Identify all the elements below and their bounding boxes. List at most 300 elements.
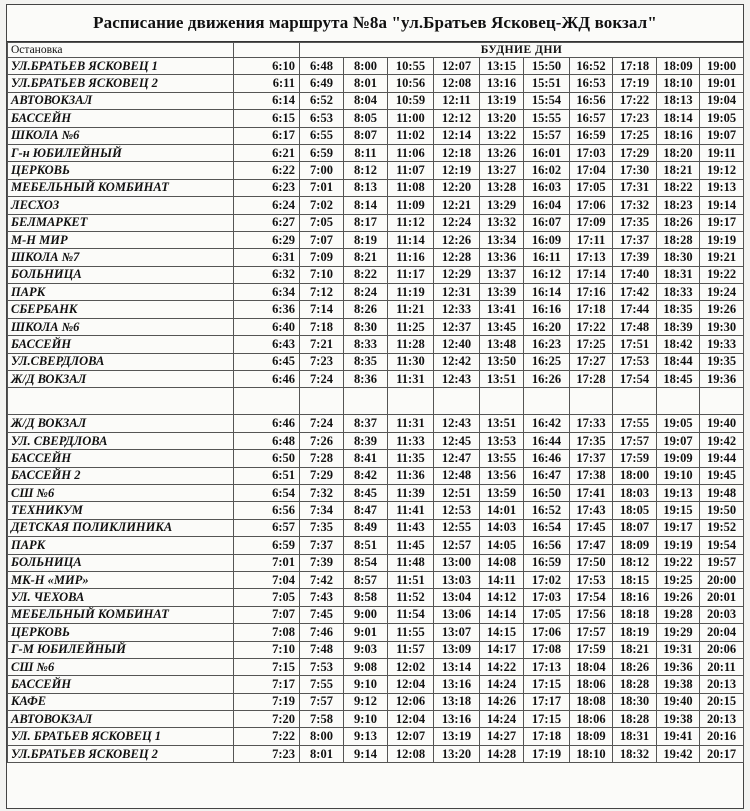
stop-name: ЦЕРКОВЬ: [8, 162, 234, 179]
departure-time: 20:16: [700, 728, 744, 745]
departure-time: 8:05: [344, 110, 388, 127]
schedule-row-outbound: [8, 92, 744, 109]
departure-time: 19:22: [657, 554, 700, 571]
departure-time: 8:54: [344, 554, 388, 571]
stop-name: ПАРК: [8, 284, 234, 301]
departure-time: 7:18: [300, 318, 344, 335]
departure-time: 11:45: [388, 537, 434, 554]
departure-time: 11:19: [388, 284, 434, 301]
departure-time: 18:08: [570, 693, 613, 710]
departure-time: 13:04: [434, 589, 480, 606]
departure-time: 6:59: [300, 144, 344, 161]
departure-time: 6:51: [234, 467, 300, 484]
departure-time: 7:37: [300, 537, 344, 554]
departure-time: 8:01: [300, 745, 344, 762]
departure-time: 18:15: [613, 571, 657, 588]
departure-time: 17:25: [570, 336, 613, 353]
departure-time: 17:53: [570, 571, 613, 588]
departure-time: 12:04: [388, 711, 434, 728]
stop-name: УЛ. БРАТЬЕВ ЯСКОВЕЦ 1: [8, 728, 234, 745]
departure-time: 16:25: [524, 353, 570, 370]
departure-time: 12:43: [434, 371, 480, 388]
departure-time: 18:00: [613, 467, 657, 484]
departure-time: 17:18: [524, 728, 570, 745]
departure-time: 12:24: [434, 214, 480, 231]
departure-time: 8:07: [344, 127, 388, 144]
departure-time: 13:06: [434, 606, 480, 623]
departure-time: 16:52: [570, 58, 613, 75]
stop-name: Г-М ЮБИЛЕЙНЫЙ: [8, 641, 234, 658]
departure-time: 16:56: [524, 537, 570, 554]
departure-time: 7:58: [300, 711, 344, 728]
stop-name: УЛ.СВЕРДЛОВА: [8, 353, 234, 370]
schedule-row-outbound: [8, 249, 744, 266]
stop-name: АВТОВОКЗАЛ: [8, 711, 234, 728]
departure-time: 16:16: [524, 301, 570, 318]
departure-time: 11:43: [388, 519, 434, 536]
departure-time: 17:03: [524, 589, 570, 606]
schedule-row-return: [8, 693, 744, 710]
departure-time: 11:14: [388, 231, 434, 248]
schedule-row-return: [8, 484, 744, 501]
departure-time: 11:39: [388, 484, 434, 501]
departure-time: 9:01: [344, 624, 388, 641]
blank-header-cell: [234, 43, 300, 58]
departure-time: 13:59: [480, 484, 524, 501]
departure-time: 19:54: [700, 537, 744, 554]
departure-time: 11:51: [388, 571, 434, 588]
departure-time: 8:37: [344, 415, 388, 432]
departure-time: 7:00: [300, 162, 344, 179]
departure-time: 7:34: [300, 502, 344, 519]
schedule-row-return: [8, 415, 744, 432]
departure-time: 17:47: [570, 537, 613, 554]
departure-time: 17:17: [524, 693, 570, 710]
departure-time: 19:13: [700, 179, 744, 196]
departure-time: 11:09: [388, 197, 434, 214]
departure-time: 7:08: [234, 624, 300, 641]
schedule-row-return: [8, 589, 744, 606]
departure-time: 7:01: [234, 554, 300, 571]
departure-time: 17:22: [570, 318, 613, 335]
stop-name: ШКОЛА №6: [8, 127, 234, 144]
departure-time: 19:36: [700, 371, 744, 388]
departure-time: 19:26: [657, 589, 700, 606]
stop-name: БАССЕЙН: [8, 676, 234, 693]
schedule-row-return: [8, 571, 744, 588]
departure-time: 19:31: [657, 641, 700, 658]
departure-time: 18:30: [613, 693, 657, 710]
departure-time: 18:31: [657, 266, 700, 283]
departure-time: 14:17: [480, 641, 524, 658]
departure-time: 20:00: [700, 571, 744, 588]
departure-time: 19:29: [657, 624, 700, 641]
departure-time: 17:41: [570, 484, 613, 501]
schedule-row-outbound: [8, 162, 744, 179]
departure-time: 6:48: [234, 432, 300, 449]
departure-time: 19:12: [700, 162, 744, 179]
departure-time: 12:55: [434, 519, 480, 536]
departure-time: 13:09: [434, 641, 480, 658]
departure-time: 6:55: [300, 127, 344, 144]
departure-time: 18:09: [657, 58, 700, 75]
stop-name: БАССЕЙН: [8, 336, 234, 353]
schedule-row-return: [8, 467, 744, 484]
stop-column-header: Остановка: [8, 43, 234, 58]
stop-name: МЕБЕЛЬНЫЙ КОМБИНАТ: [8, 606, 234, 623]
departure-time: 9:13: [344, 728, 388, 745]
departure-time: 8:45: [344, 484, 388, 501]
departure-time: 11:31: [388, 371, 434, 388]
departure-time: 20:11: [700, 658, 744, 675]
departure-time: 18:28: [613, 711, 657, 728]
departure-time: 8:51: [344, 537, 388, 554]
schedule-row-outbound: [8, 231, 744, 248]
departure-time: 13:41: [480, 301, 524, 318]
departure-time: 14:14: [480, 606, 524, 623]
departure-time: 16:26: [524, 371, 570, 388]
departure-time: 12:47: [434, 450, 480, 467]
departure-time: 18:21: [613, 641, 657, 658]
departure-time: 7:02: [300, 197, 344, 214]
departure-time: 12:21: [434, 197, 480, 214]
departure-time: 18:14: [657, 110, 700, 127]
departure-time: 12:37: [434, 318, 480, 335]
departure-time: 17:08: [524, 641, 570, 658]
departure-time: 17:18: [613, 58, 657, 75]
departure-time: 19:45: [700, 467, 744, 484]
departure-time: 19:11: [700, 144, 744, 161]
departure-time: 7:15: [234, 658, 300, 675]
departure-time: 12:48: [434, 467, 480, 484]
departure-time: 19:21: [700, 249, 744, 266]
departure-time: 8:21: [344, 249, 388, 266]
departure-time: 12:02: [388, 658, 434, 675]
departure-time: 8:41: [344, 450, 388, 467]
departure-time: 18:35: [657, 301, 700, 318]
departure-time: 11:48: [388, 554, 434, 571]
departure-time: 16:01: [524, 144, 570, 161]
schedule-row-return: [8, 658, 744, 675]
spacer-cell: [300, 388, 344, 415]
departure-time: 18:30: [657, 249, 700, 266]
departure-time: 13:50: [480, 353, 524, 370]
departure-time: 14:03: [480, 519, 524, 536]
departure-time: 18:03: [613, 484, 657, 501]
schedule-row-return: [8, 676, 744, 693]
departure-time: 17:31: [613, 179, 657, 196]
departure-time: 19:14: [700, 197, 744, 214]
departure-time: 7:35: [300, 519, 344, 536]
departure-time: 19:35: [700, 353, 744, 370]
departure-time: 17:06: [524, 624, 570, 641]
departure-time: 13:45: [480, 318, 524, 335]
departure-time: 17:57: [570, 624, 613, 641]
departure-time: 9:10: [344, 711, 388, 728]
schedule-row-outbound: [8, 353, 744, 370]
departure-time: 7:07: [234, 606, 300, 623]
departure-time: 12:45: [434, 432, 480, 449]
departure-time: 18:06: [570, 711, 613, 728]
departure-time: 6:54: [234, 484, 300, 501]
departure-time: 13:34: [480, 231, 524, 248]
departure-time: 11:25: [388, 318, 434, 335]
departure-time: 12:12: [434, 110, 480, 127]
departure-time: 17:38: [570, 467, 613, 484]
schedule-row-outbound: [8, 75, 744, 92]
departure-time: 17:15: [524, 676, 570, 693]
departure-time: 6:53: [300, 110, 344, 127]
departure-time: 18:16: [657, 127, 700, 144]
departure-time: 8:24: [344, 284, 388, 301]
spacer-cell: [388, 388, 434, 415]
departure-time: 7:20: [234, 711, 300, 728]
departure-time: 13:36: [480, 249, 524, 266]
stop-name: МЕБЕЛЬНЫЙ КОМБИНАТ: [8, 179, 234, 196]
departure-time: 7:17: [234, 676, 300, 693]
departure-time: 17:54: [570, 589, 613, 606]
departure-time: 11:33: [388, 432, 434, 449]
departure-time: 12:20: [434, 179, 480, 196]
departure-time: 7:14: [300, 301, 344, 318]
departure-time: 18:22: [657, 179, 700, 196]
departure-time: 12:26: [434, 231, 480, 248]
departure-time: 18:20: [657, 144, 700, 161]
departure-time: 17:59: [570, 641, 613, 658]
departure-time: 16:09: [524, 231, 570, 248]
departure-time: 12:42: [434, 353, 480, 370]
departure-time: 19:19: [657, 537, 700, 554]
departure-time: 20:15: [700, 693, 744, 710]
departure-time: 16:53: [570, 75, 613, 92]
departure-time: 9:12: [344, 693, 388, 710]
departure-time: 6:46: [234, 415, 300, 432]
departure-time: 16:14: [524, 284, 570, 301]
departure-time: 8:00: [344, 58, 388, 75]
stop-name: СБЕРБАНК: [8, 301, 234, 318]
schedule-row-outbound: [8, 110, 744, 127]
departure-time: 11:16: [388, 249, 434, 266]
departure-time: 11:52: [388, 589, 434, 606]
departure-time: 8:26: [344, 301, 388, 318]
schedule-row-outbound: [8, 144, 744, 161]
departure-time: 19:22: [700, 266, 744, 283]
departure-time: 11:12: [388, 214, 434, 231]
departure-time: 8:49: [344, 519, 388, 536]
departure-time: 7:55: [300, 676, 344, 693]
stop-name: МК-Н «МИР»: [8, 571, 234, 588]
departure-time: 18:12: [613, 554, 657, 571]
departure-time: 12:08: [434, 75, 480, 92]
departure-time: 11:54: [388, 606, 434, 623]
departure-time: 17:19: [524, 745, 570, 762]
departure-time: 7:09: [300, 249, 344, 266]
departure-time: 18:04: [570, 658, 613, 675]
departure-time: 14:24: [480, 676, 524, 693]
departure-time: 14:05: [480, 537, 524, 554]
departure-time: 8:58: [344, 589, 388, 606]
departure-time: 13:16: [434, 711, 480, 728]
departure-time: 11:31: [388, 415, 434, 432]
departure-time: 11:08: [388, 179, 434, 196]
stop-name: БЕЛМАРКЕТ: [8, 214, 234, 231]
departure-time: 8:36: [344, 371, 388, 388]
departure-time: 18:21: [657, 162, 700, 179]
departure-time: 14:12: [480, 589, 524, 606]
stop-name: ШКОЛА №6: [8, 318, 234, 335]
departure-time: 16:11: [524, 249, 570, 266]
departure-time: 6:29: [234, 231, 300, 248]
departure-time: 17:35: [570, 432, 613, 449]
departure-time: 12:08: [388, 745, 434, 762]
schedule-row-return: [8, 728, 744, 745]
departure-time: 7:24: [300, 415, 344, 432]
departure-time: 11:55: [388, 624, 434, 641]
departure-time: 17:40: [613, 266, 657, 283]
departure-time: 19:38: [657, 711, 700, 728]
departure-time: 7:10: [234, 641, 300, 658]
departure-time: 17:59: [613, 450, 657, 467]
departure-time: 13:39: [480, 284, 524, 301]
departure-time: 8:11: [344, 144, 388, 161]
stop-name: УЛ. СВЕРДЛОВА: [8, 432, 234, 449]
departure-time: 18:18: [613, 606, 657, 623]
departure-time: 19:36: [657, 658, 700, 675]
departure-time: 14:22: [480, 658, 524, 675]
departure-time: 12:29: [434, 266, 480, 283]
departure-time: 19:24: [700, 284, 744, 301]
schedule-table: [7, 42, 744, 763]
stop-name: УЛ.БРАТЬЕВ ЯСКОВЕЦ 1: [8, 58, 234, 75]
departure-time: 17:25: [613, 127, 657, 144]
departure-time: 11:28: [388, 336, 434, 353]
departure-time: 8:42: [344, 467, 388, 484]
schedule-row-return: [8, 432, 744, 449]
spacer-row: [8, 388, 744, 415]
departure-time: 7:23: [234, 745, 300, 762]
departure-time: 20:17: [700, 745, 744, 762]
departure-time: 14:15: [480, 624, 524, 641]
departure-time: 9:10: [344, 676, 388, 693]
departure-time: 10:59: [388, 92, 434, 109]
departure-time: 17:02: [524, 571, 570, 588]
departure-time: 6:59: [234, 537, 300, 554]
departure-time: 16:42: [524, 415, 570, 432]
departure-time: 19:52: [700, 519, 744, 536]
departure-time: 17:05: [570, 179, 613, 196]
page-title: Расписание движения маршрута №8а "ул.Братьев Ясковец-ЖД вокзал": [7, 5, 743, 42]
departure-time: 6:36: [234, 301, 300, 318]
schedule-row-return: [8, 711, 744, 728]
departure-time: 18:07: [613, 519, 657, 536]
departure-time: 12:31: [434, 284, 480, 301]
departure-time: 6:24: [234, 197, 300, 214]
stop-name: Ж/Д ВОКЗАЛ: [8, 415, 234, 432]
departure-time: 8:33: [344, 336, 388, 353]
departure-time: 17:11: [570, 231, 613, 248]
departure-time: 6:46: [234, 371, 300, 388]
spacer-cell: [434, 388, 480, 415]
departure-time: 6:34: [234, 284, 300, 301]
departure-time: 18:42: [657, 336, 700, 353]
departure-time: 17:32: [613, 197, 657, 214]
departure-time: 16:52: [524, 502, 570, 519]
departure-time: 12:28: [434, 249, 480, 266]
departure-time: 16:02: [524, 162, 570, 179]
departure-time: 17:13: [524, 658, 570, 675]
departure-time: 19:05: [657, 415, 700, 432]
departure-time: 18:26: [657, 214, 700, 231]
departure-time: 8:19: [344, 231, 388, 248]
departure-time: 17:09: [570, 214, 613, 231]
departure-time: 11:30: [388, 353, 434, 370]
schedule-row-outbound: [8, 284, 744, 301]
departure-time: 18:33: [657, 284, 700, 301]
departure-time: 17:13: [570, 249, 613, 266]
departure-time: 7:07: [300, 231, 344, 248]
departure-time: 13:51: [480, 415, 524, 432]
departure-time: 11:36: [388, 467, 434, 484]
departure-time: 18:28: [657, 231, 700, 248]
departure-time: 13:20: [480, 110, 524, 127]
departure-time: 18:44: [657, 353, 700, 370]
departure-time: 14:08: [480, 554, 524, 571]
departure-time: 14:27: [480, 728, 524, 745]
departure-time: 13:16: [480, 75, 524, 92]
departure-time: 17:15: [524, 711, 570, 728]
departure-time: 20:01: [700, 589, 744, 606]
departure-time: 17:19: [613, 75, 657, 92]
schedule-row-return: [8, 554, 744, 571]
stop-name: ЦЕРКОВЬ: [8, 624, 234, 641]
departure-time: 6:48: [300, 58, 344, 75]
departure-time: 17:51: [613, 336, 657, 353]
departure-time: 8:13: [344, 179, 388, 196]
departure-time: 11:00: [388, 110, 434, 127]
departure-time: 8:14: [344, 197, 388, 214]
departure-time: 17:16: [570, 284, 613, 301]
departure-time: 12:06: [388, 693, 434, 710]
departure-time: 9:00: [344, 606, 388, 623]
departure-time: 12:51: [434, 484, 480, 501]
departure-time: 18:09: [570, 728, 613, 745]
departure-time: 13:28: [480, 179, 524, 196]
schedule-row-return: [8, 450, 744, 467]
departure-time: 12:53: [434, 502, 480, 519]
departure-time: 17:57: [613, 432, 657, 449]
departure-time: 6:31: [234, 249, 300, 266]
departure-time: 12:07: [434, 58, 480, 75]
departure-time: 19:10: [657, 467, 700, 484]
departure-time: 19:40: [700, 415, 744, 432]
departure-time: 19:05: [700, 110, 744, 127]
stop-name: БАССЕЙН: [8, 450, 234, 467]
departure-time: 6:52: [300, 92, 344, 109]
departure-time: 16:47: [524, 467, 570, 484]
departure-time: 20:03: [700, 606, 744, 623]
departure-time: 7:28: [300, 450, 344, 467]
departure-time: 13:18: [434, 693, 480, 710]
departure-time: 8:39: [344, 432, 388, 449]
departure-time: 13:37: [480, 266, 524, 283]
departure-time: 8:30: [344, 318, 388, 335]
header-row: [8, 43, 744, 58]
stop-name: ШКОЛА №7: [8, 249, 234, 266]
schedule-row-return: [8, 745, 744, 762]
departure-time: 14:01: [480, 502, 524, 519]
departure-time: 12:04: [388, 676, 434, 693]
departure-time: 15:57: [524, 127, 570, 144]
